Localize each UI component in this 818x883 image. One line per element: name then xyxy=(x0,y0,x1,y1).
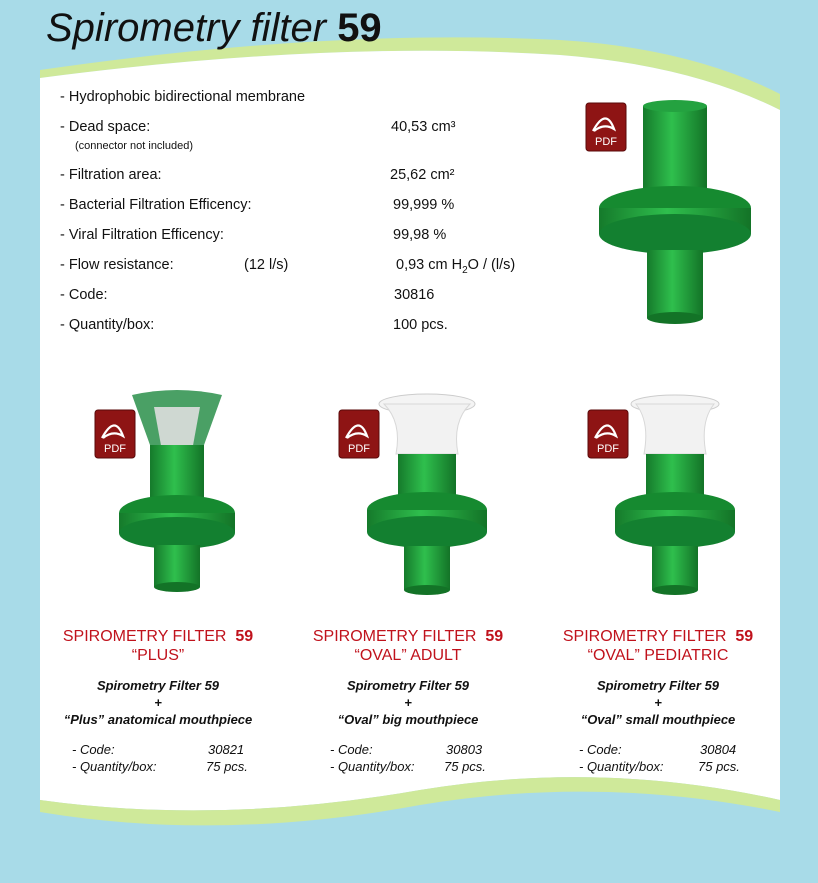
title-text: Spirometry filter xyxy=(46,6,327,50)
spec-label: - Code: xyxy=(60,287,108,303)
filter-image xyxy=(595,100,755,330)
spec-flow-rate: (12 l/s) xyxy=(244,257,289,273)
page-title xyxy=(46,6,382,50)
code-label: - Code: xyxy=(330,742,373,757)
code-value: 30821 xyxy=(208,742,245,757)
spec-value: 30816 xyxy=(394,287,435,303)
product-description: Spirometry Filter 59 + “Oval” small mouthpiece xyxy=(580,678,736,727)
code-label: - Code: xyxy=(579,742,622,757)
spec-note: (connector not included) xyxy=(75,140,194,152)
quantity-value: 75 pcs. xyxy=(698,759,740,774)
product-card-oval-adult xyxy=(288,627,528,778)
product-card-plus xyxy=(38,627,278,778)
quantity-label: - Quantity/box: xyxy=(330,759,415,774)
spec-label: - Bacterial Filtration Efficency: xyxy=(60,197,252,213)
spec-label: - Filtration area: xyxy=(60,167,162,183)
code-value: 30803 xyxy=(446,742,483,757)
product-subtitle: “PLUS” xyxy=(131,647,185,664)
product-title: SPIROMETRY FILTER 59 xyxy=(562,628,754,645)
product-info xyxy=(288,742,528,778)
spec-label: - Dead space: xyxy=(60,119,151,135)
product-description: Spirometry Filter 59 + “Plus” anatomical mouthpiece xyxy=(63,678,253,727)
svg-text:PDF: PDF xyxy=(348,443,370,455)
product-subtitle: “OVAL” ADULT xyxy=(354,647,462,664)
title-number: 59 xyxy=(337,6,382,50)
spec-value: 100 pcs. xyxy=(393,317,448,333)
product-image-oval-adult xyxy=(362,392,492,597)
quantity-value: 75 pcs. xyxy=(444,759,486,774)
product-image-oval-pediatric xyxy=(610,392,740,597)
svg-text:PDF: PDF xyxy=(597,443,619,455)
quantity-value: 75 pcs. xyxy=(206,759,248,774)
spec-value: 40,53 cm³ xyxy=(391,119,456,135)
spec-label: - Hydrophobic bidirectional membrane xyxy=(60,89,306,105)
svg-text:PDF: PDF xyxy=(104,443,126,455)
quantity-label: - Quantity/box: xyxy=(72,759,157,774)
spec-label: - Flow resistance: xyxy=(60,257,174,273)
product-info xyxy=(538,742,778,778)
svg-text:PDF: PDF xyxy=(595,136,617,148)
spec-label: - Viral Filtration Efficency: xyxy=(60,227,224,243)
product-card-oval-pediatric xyxy=(538,627,778,778)
spec-value: 99,98 % xyxy=(393,227,447,243)
product-image-plus xyxy=(112,385,242,595)
spec-value: 25,62 cm² xyxy=(390,167,455,183)
quantity-label: - Quantity/box: xyxy=(579,759,664,774)
product-title: SPIROMETRY FILTER 59 xyxy=(312,628,504,645)
product-info xyxy=(38,742,278,778)
spec-value: 99,999 % xyxy=(393,197,455,213)
product-subtitle: “OVAL” PEDIATRIC xyxy=(587,647,729,664)
product-description: Spirometry Filter 59 + “Oval” big mouthpiece xyxy=(337,678,479,727)
code-label: - Code: xyxy=(72,742,115,757)
product-title: SPIROMETRY FILTER 59 xyxy=(62,628,254,645)
code-value: 30804 xyxy=(700,742,737,757)
spec-label: - Quantity/box: xyxy=(60,317,155,333)
spec-value: 0,93 cm $H_2O / (l/s)$ xyxy=(396,257,516,276)
